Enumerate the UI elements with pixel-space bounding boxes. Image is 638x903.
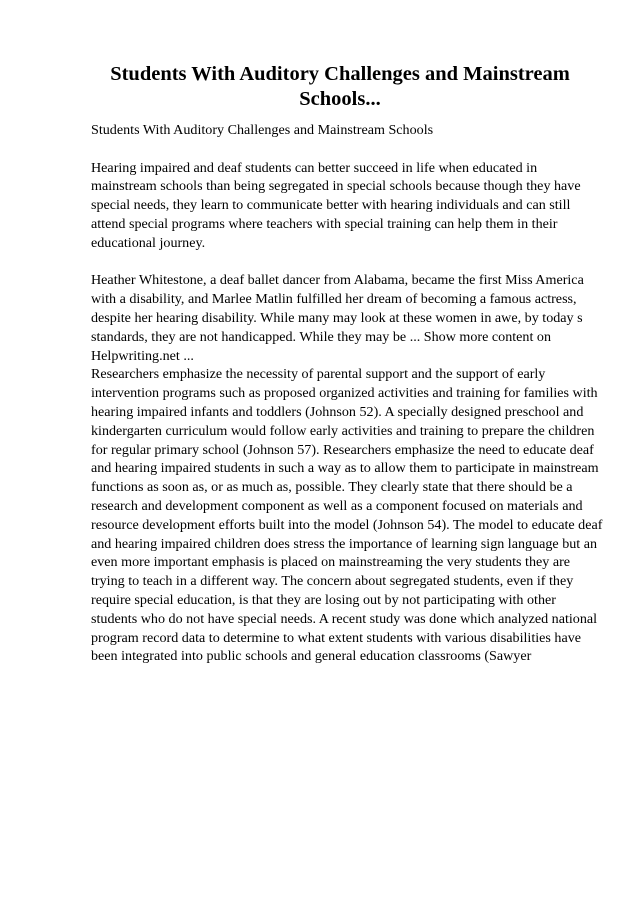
paragraph-intro: Hearing impaired and deaf students can better succeed in life when educated in mainstream schools than being segregated in special schools because though they have special needs, they learn to communicate better with hearing individuals and can still attend special programs where teachers with special training can help them in their educational journey. bbox=[91, 159, 581, 251]
document-title: Students With Auditory Challenges and Mainstream Schools... bbox=[110, 63, 570, 110]
paragraph-examples: Heather Whitestone, a deaf ballet dancer from Alabama, became the first Miss America with a disability, and Marlee Matlin fulfilled her dream of becoming a famous actress, despite her hearing disability. While many may look at these women in awe, by today s standards, they are not handicapped. While they may be ... Show more content on Helpwriting.net ... bbox=[91, 272, 584, 364]
paragraph-research: Researchers emphasize the necessity of parental support and the support of early intervention programs such as proposed organized activities and training for families with hearing impaired infants and toddlers (Johnson 52). A specially designed preschool and kindergarten curriculum would follow early activities and training to prepare the children for regular primary school (Johnson 57). Researchers emphasize the need to educate deaf and hearing impaired students in such a way as to allow them to participate in mainstream functions as soon as, or as much as, possible. They clearly state that there should be a research and development component as well as a component focused on materials and resource development efforts built into the model (Johnson 54). The model to educate deaf and hearing impaired children does stress the importance of learning sign language but an even more important emphasis is placed on mainstreaming the very students they are trying to teach in a different way. The concern about segregated students, even if they require special education, is that they are losing out by not participating with other students who do not have special needs. A recent study was done which analyzed national program record data to determine to what extent students with various disabilities have been integrated into public schools and general education classrooms (Sawyer bbox=[91, 366, 603, 665]
document-body bbox=[91, 121, 603, 666]
document-subtitle: Students With Auditory Challenges and Mainstream Schools bbox=[91, 122, 434, 138]
